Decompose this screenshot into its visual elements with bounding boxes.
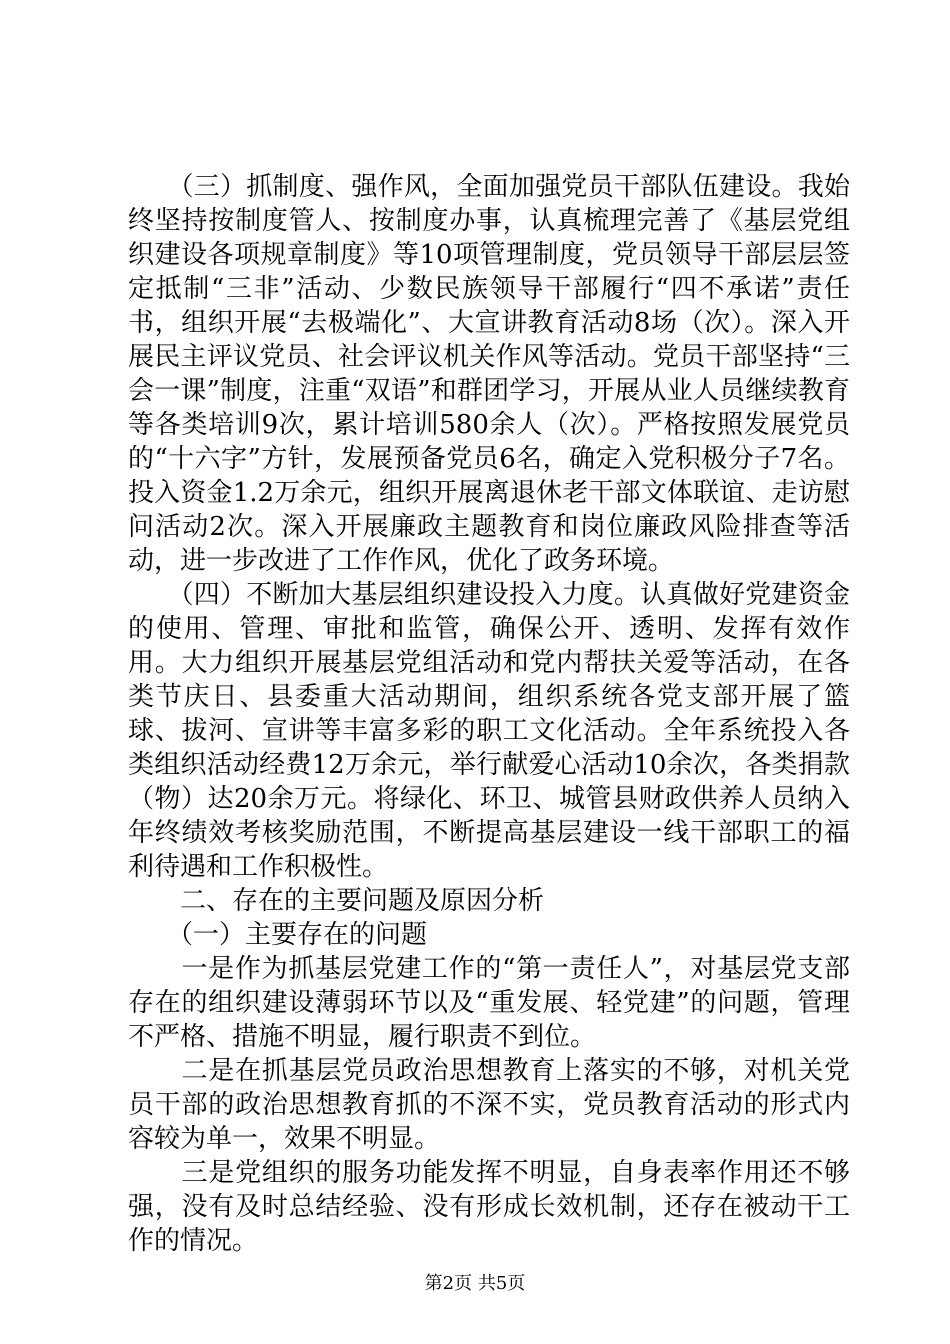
paragraph-grassroots-investment: （四）不断加大基层组织建设投入力度。认真做好党建资金的使用、管理、审批和监管，确保公开、透明、发挥有效作用。大力组织开展基层党组活动和党内帮扶关爱等活动，在各类节庆日、县委重大活动期间，组织系统各党支部开展了篮球、拔河、宣讲等丰富多彩的职工文化活动。全年系统投入各类组织活动经费12万余元，举行献爱心活动10余次，各类捐款（物）达20余万元。将绿化、环卫、城管县财政供养人员纳入年终绩效考核奖励范围，不断提高基层建设一线干部职工的福利待遇和工作积极性。 [128, 580, 850, 882]
page-footer [0, 1273, 950, 1295]
paragraph-problem-two: 二是在抓基层党员政治思想教育上落实的不够，对机关党员干部的政治思想教育抓的不深不实，党员教育活动的形式内容较为单一，效果不明显。 [128, 1056, 850, 1154]
paragraph-problem-three: 三是党组织的服务功能发挥不明显，自身表率作用还不够强，没有及时总结经验、没有形成长效机制，还存在被动干工作的情况。 [128, 1158, 850, 1256]
subsection-heading-main-problems: （一）主要存在的问题 [128, 920, 428, 950]
page-number-indicator: 第2页 共5页 [424, 1273, 526, 1294]
document-body [128, 170, 850, 1258]
paragraph-party-cadre-building: （三）抓制度、强作风，全面加强党员干部队伍建设。我始终坚持按制度管人、按制度办事，认真梳理完善了《基层党组织建设各项规章制度》等10项管理制度，党员领导干部层层签定抵制“三非”活动、少数民族领导干部履行“四不承诺”责任书，组织开展“去极端化”、大宣讲教育活动8场（次）。深入开展民主评议党员、社会评议机关作风等活动。党员干部坚持“三会一课”制度，注重“双语”和群团学习，开展从业人员继续教育等各类培训9次，累计培训580余人（次）。严格按照发展党员的“十六字”方针，发展预备党员6名，确定入党积极分子7名。投入资金1.2万余元，组织开展离退休老干部文体联谊、走访慰问活动2次。深入开展廉政主题教育和岗位廉政风险排查等活动，进一步改进了工作作风，优化了政务环境。 [128, 172, 850, 576]
paragraph-problem-one: 一是作为抓基层党建工作的“第一责任人”，对基层党支部存在的组织建设薄弱环节以及“重发展、轻党建”的问题，管理不严格、措施不明显，履行职责不到位。 [128, 954, 850, 1052]
section-heading-problems: 二、存在的主要问题及原因分析 [128, 886, 545, 916]
